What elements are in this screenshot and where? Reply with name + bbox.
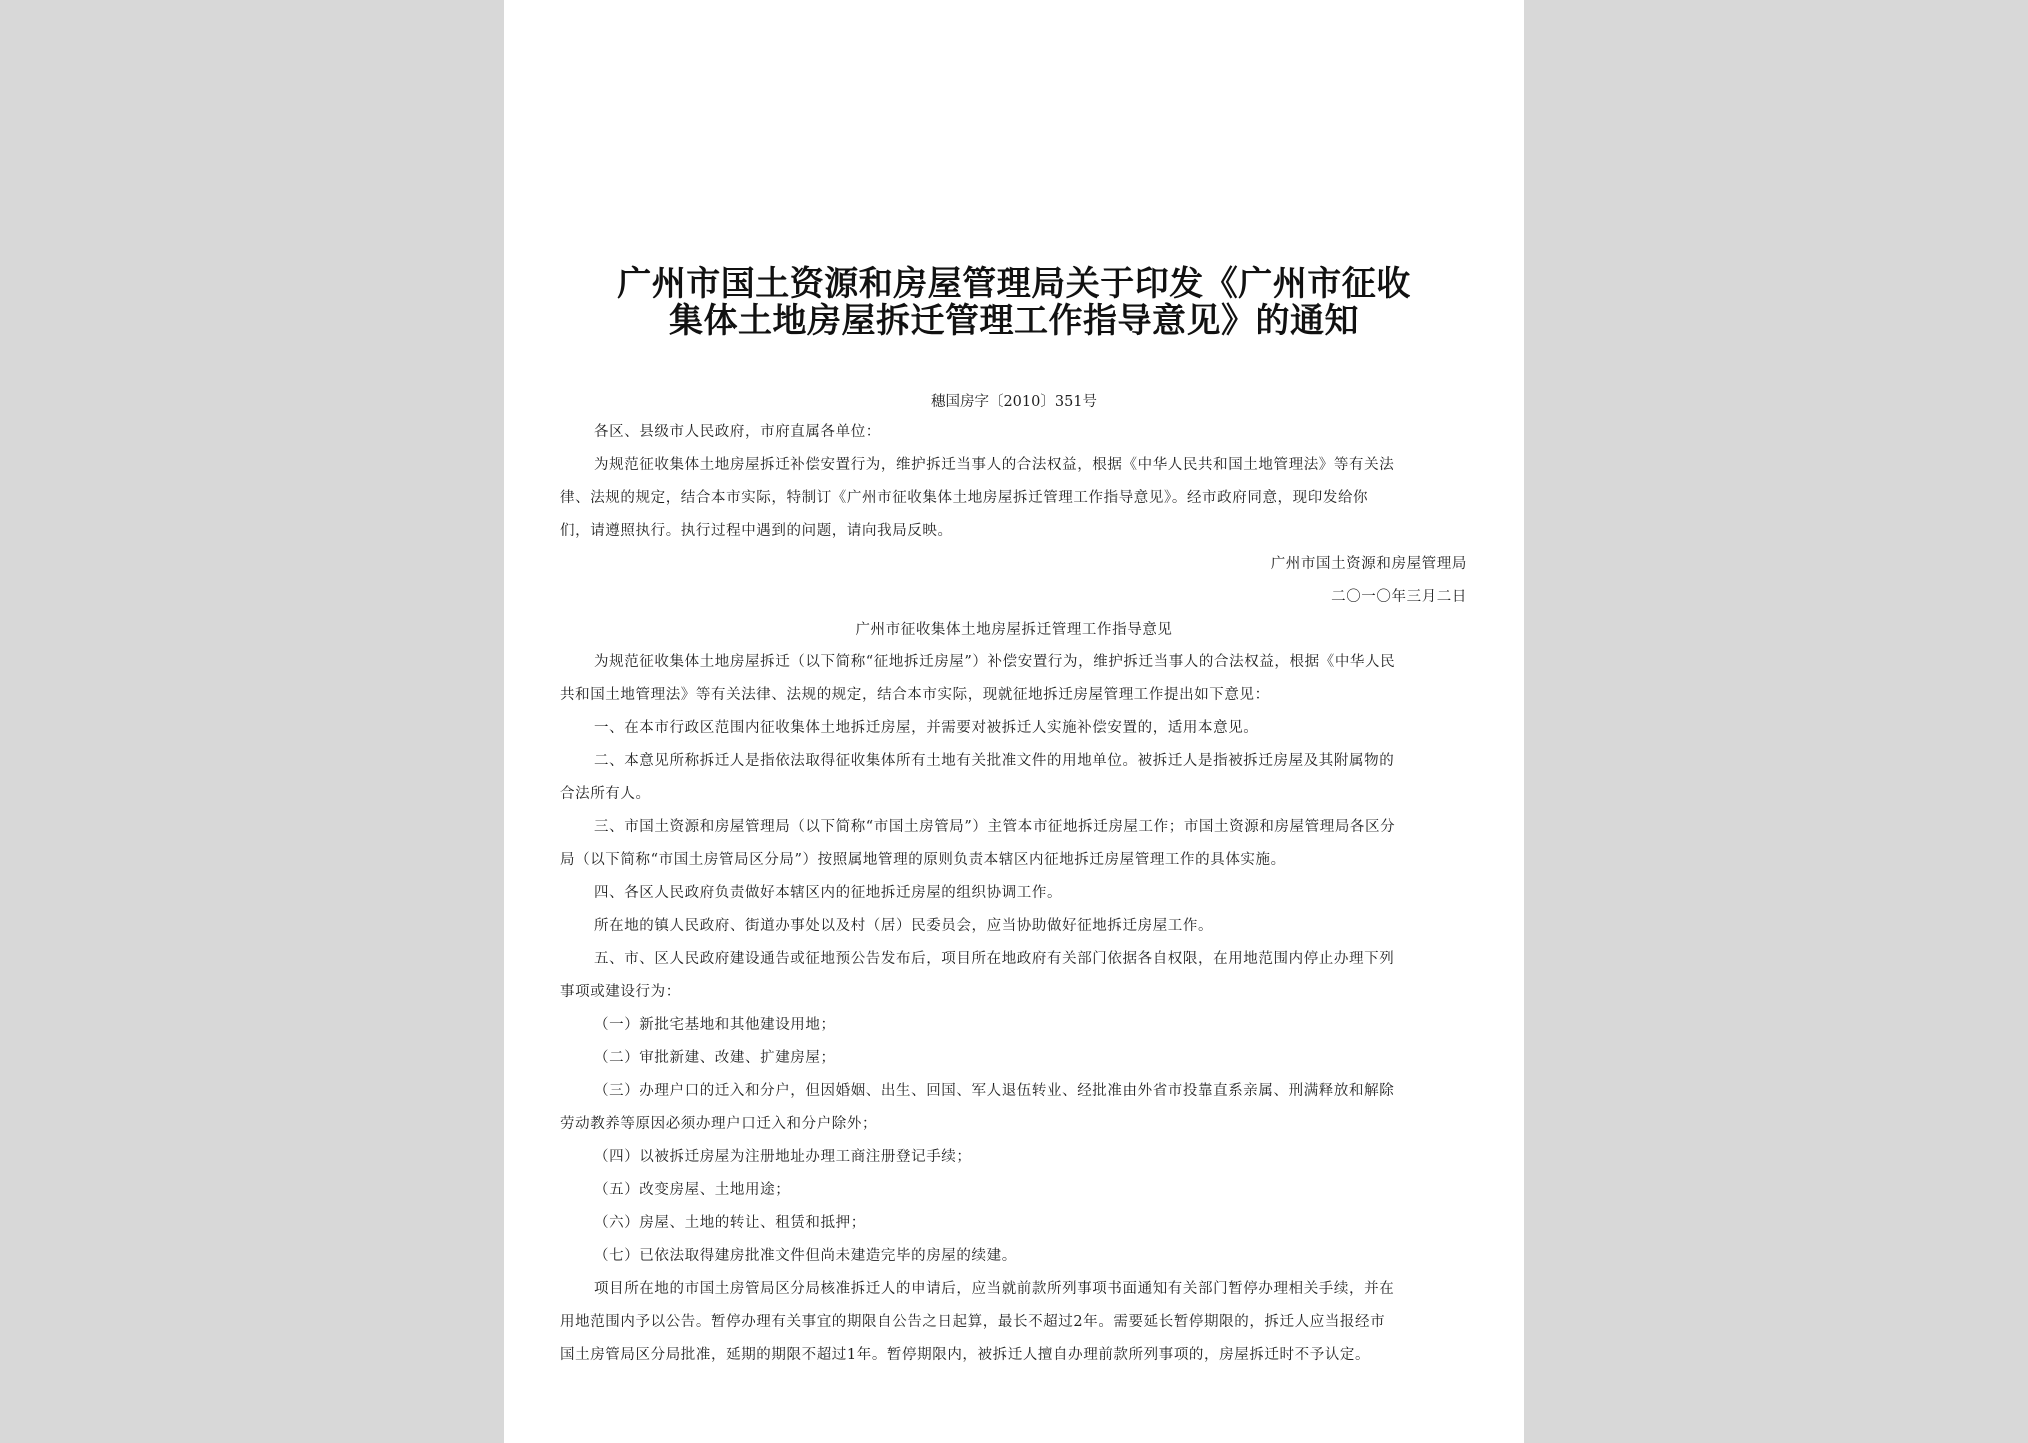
paragraph-4: 四、各区人民政府负责做好本辖区内的征地拆迁房屋的组织协调工作。 (594, 885, 1063, 901)
addressee: 各区、县级市人民政府，市府直属各单位： (594, 424, 881, 440)
intro-line-1: 为规范征收集体土地房屋拆迁补偿安置行为，维护拆迁当事人的合法权益，根据《中华人民共和国土地管理法》等有关法 (594, 457, 1395, 473)
paragraph-6-line-1: 项目所在地的市国土房管局区分局核准拆迁人的申请后，应当就前款所列事项书面通知有关部门暂停办理相关手续，并在 (594, 1281, 1395, 1297)
paragraph-5-line-1: 五、市、区人民政府建设通告或征地预公告发布后，项目所在地政府有关部门依据各自权限，在用地范围内停止办理下列 (594, 951, 1395, 967)
list-item-5: （五）改变房屋、土地用途； (594, 1182, 791, 1198)
intro-line-2: 律、法规的规定，结合本市实际，特制订《广州市征收集体土地房屋拆迁管理工作指导意见》。经市政府同意，现印发给你 (560, 490, 1369, 506)
list-item-4: （四）以被拆迁房屋为注册地址办理工商注册登记手续； (594, 1149, 972, 1165)
paragraph-1: 一、在本市行政区范围内征收集体土地拆迁房屋，并需要对被拆迁人实施补偿安置的，适用本意见。 (594, 720, 1259, 736)
paragraph-preamble-line-2: 共和国土地管理法》等有关法律、法规的规定，结合本市实际，现就征地拆迁房屋管理工作提出如下意见： (560, 687, 1270, 703)
document-title-line-2: 集体土地房屋拆迁管理工作指导意见》的通知 (669, 301, 1359, 341)
paragraph-6-line-2: 用地范围内予以公告。暂停办理有关事宜的期限自公告之日起算，最长不超过2年。需要延长暂停期限的，拆迁人应当报经市 (560, 1314, 1386, 1330)
paragraph-3-line-2: 局（以下简称“市国土房管局区分局”）按照属地管理的原则负责本辖区内征地拆迁房屋管理工作的具体实施。 (560, 852, 1286, 868)
paragraph-4b: 所在地的镇人民政府、街道办事处以及村（居）民委员会，应当协助做好征地拆迁房屋工作。 (594, 918, 1214, 934)
list-item-6: （六）房屋、土地的转让、租赁和抵押； (594, 1215, 866, 1231)
list-item-3-line-1: （三）办理户口的迁入和分户，但因婚姻、出生、回国、军人退伍转业、经批准由外省市投靠直系亲属、刑满释放和解除 (594, 1083, 1395, 1099)
list-item-3-line-2: 劳动教养等原因必须办理户口迁入和分户除外； (560, 1116, 878, 1132)
attachment-title: 广州市征收集体土地房屋拆迁管理工作指导意见 (855, 622, 1173, 638)
list-item-2: （二）审批新建、改建、扩建房屋； (594, 1050, 836, 1066)
document-title-line-1: 广州市国土资源和房屋管理局关于印发《广州市征收 (617, 264, 1411, 304)
paragraph-3-line-1: 三、市国土资源和房屋管理局（以下简称“市国土房管局”）主管本市征地拆迁房屋工作；市国土资源和房屋管理局各区分 (594, 819, 1396, 835)
issuer-signature: 广州市国土资源和房屋管理局 (1270, 556, 1467, 572)
paragraph-preamble-line-1: 为规范征收集体土地房屋拆迁（以下简称“征地拆迁房屋”）补偿安置行为，维护拆迁当事人的合法权益，根据《中华人民 (594, 654, 1396, 670)
list-item-7: （七）已依法取得建房批准文件但尚未建造完毕的房屋的续建。 (594, 1248, 1017, 1264)
paragraph-6-line-3: 国土房管局区分局批准，延期的期限不超过1年。暂停期限内，被拆迁人擅自办理前款所列事项的，房屋拆迁时不予认定。 (560, 1347, 1371, 1363)
issue-date: 二〇一〇年三月二日 (1331, 589, 1467, 605)
document-number: 穗国房字〔2010〕351号 (930, 394, 1098, 410)
paragraph-2-line-1: 二、本意见所称拆迁人是指依法取得征收集体所有土地有关批准文件的用地单位。被拆迁人是指被拆迁房屋及其附属物的 (594, 753, 1395, 769)
document-page (504, 0, 1524, 1443)
paragraph-2-line-2: 合法所有人。 (560, 786, 651, 802)
list-item-1: （一）新批宅基地和其他建设用地； (594, 1017, 836, 1033)
intro-line-3: 们，请遵照执行。执行过程中遇到的问题，请向我局反映。 (560, 523, 953, 539)
paragraph-5-line-2: 事项或建设行为： (560, 984, 681, 1000)
